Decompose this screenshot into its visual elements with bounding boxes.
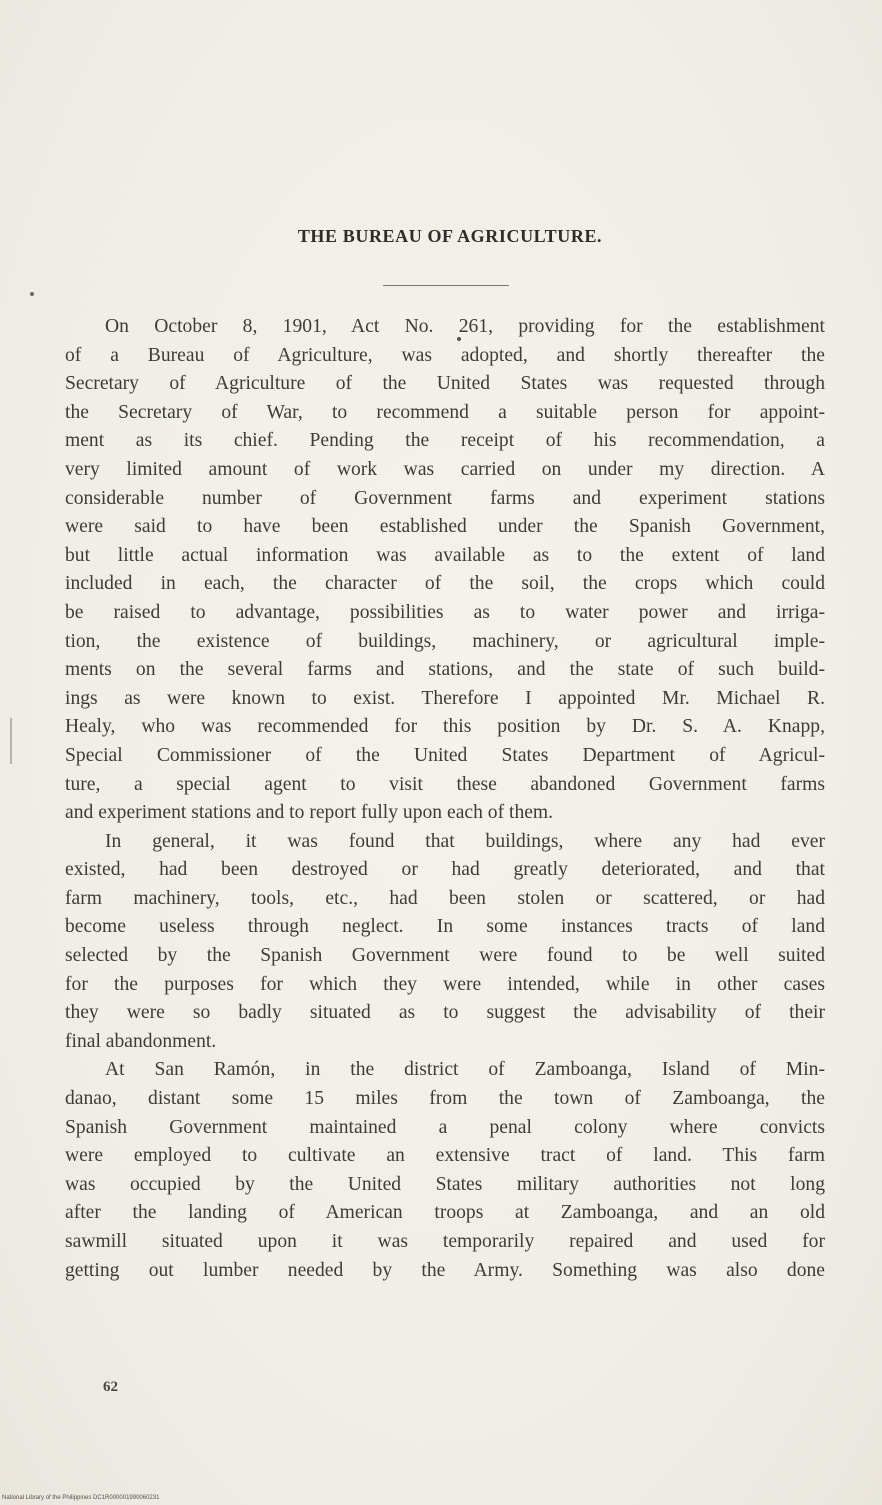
text-line: considerable number of Government farms and experiment stations	[65, 487, 825, 509]
text-line: become useless through neglect. In some instances tracts of land	[65, 916, 825, 938]
paragraph	[65, 828, 825, 1057]
text-line: but little actual information was available as to the extent of land	[65, 544, 825, 566]
text-line: they were so badly situated as to suggest the advisability of their	[65, 1002, 825, 1024]
text-line: selected by the Spanish Government were found to be well suited	[65, 945, 825, 967]
page-number: 62	[103, 1379, 118, 1395]
text-line: Special Commissioner of the United States Department of Agricul-	[65, 744, 825, 766]
body-text	[65, 313, 825, 1285]
text-line: be raised to advantage, possibilities as to water power and irriga-	[65, 601, 825, 623]
text-line: farm machinery, tools, etc., had been stolen or scattered, or had	[65, 887, 825, 909]
ink-speck	[30, 292, 34, 296]
text-line: were employed to cultivate an extensive tract of land. This farm	[65, 1145, 825, 1167]
text-line: sawmill situated upon it was temporarily repaired and used for	[65, 1231, 825, 1252]
text-line: and experiment stations and to report fully upon each of them.	[65, 802, 554, 824]
text-line: getting out lumber needed by the Army. Something was also done	[65, 1259, 825, 1281]
text-line: danao, distant some 15 miles from the town of Zamboanga, the	[65, 1088, 825, 1110]
page-title: THE BUREAU OF AGRICULTURE.	[297, 226, 603, 246]
text-line: after the landing of American troops at Zamboanga, and an old	[65, 1202, 825, 1224]
paragraph	[65, 313, 825, 828]
title-rule	[383, 285, 509, 286]
text-line: At San Ramón, in the district of Zamboanga, Island of Min-	[105, 1059, 825, 1081]
text-line: tion, the existence of buildings, machinery, or agricultural imple-	[65, 630, 825, 652]
text-line: ment as its chief. Pending the receipt of his recommendation, a	[65, 430, 825, 452]
text-line: On October 8, 1901, Act No. 261, providing for the establishment	[105, 316, 825, 337]
paragraph	[65, 1056, 825, 1285]
text-line: ture, a special agent to visit these abandoned Government farms	[65, 773, 825, 795]
footer-credit: National Library of the Philippines DC1R000001990060231	[2, 1495, 160, 1501]
text-line: for the purposes for which they were intended, while in other cases	[65, 973, 825, 995]
text-line: Healy, who was recommended for this position by Dr. S. A. Knapp,	[65, 716, 825, 738]
text-line: Secretary of Agriculture of the United States was requested through	[65, 373, 825, 395]
binding-mark	[10, 718, 12, 764]
text-line: was occupied by the United States military authorities not long	[65, 1173, 825, 1195]
text-line: included in each, the character of the soil, the crops which could	[65, 573, 825, 595]
text-line: final abandonment.	[65, 1030, 217, 1052]
text-line: In general, it was found that buildings, where any had ever	[105, 830, 825, 852]
text-line: existed, had been destroyed or had greatly deteriorated, and that	[65, 859, 825, 881]
text-line: were said to have been established under the Spanish Government,	[65, 516, 825, 538]
text-line: Spanish Government maintained a penal colony where convicts	[65, 1116, 825, 1138]
text-line: the Secretary of War, to recommend a suitable person for appoint-	[65, 401, 825, 423]
text-line: very limited amount of work was carried on under my direction. A	[65, 458, 825, 480]
text-line: ings as were known to exist. Therefore I appointed Mr. Michael R.	[65, 687, 825, 709]
text-line: of a Bureau of Agriculture, was adopted, and shortly thereafter the	[65, 344, 825, 366]
text-line: ments on the several farms and stations, and the state of such build-	[65, 659, 825, 681]
